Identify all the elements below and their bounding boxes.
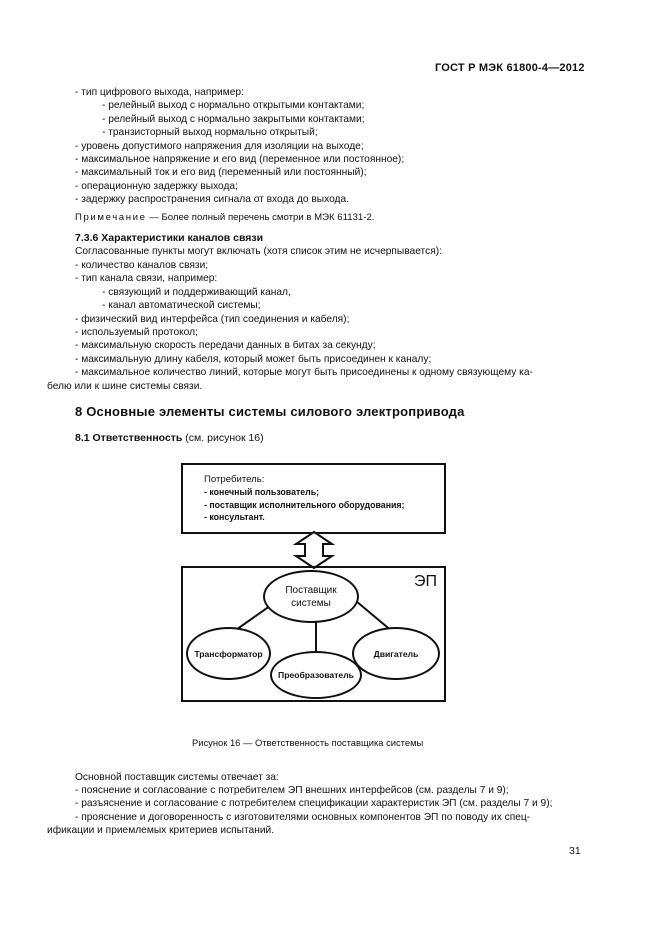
note-text: — Более полный перечень смотри в МЭК 61131-2. <box>146 212 375 223</box>
consumer-title: Потребитель: <box>204 474 265 485</box>
list-item: - количество каналов связи; <box>75 260 209 271</box>
list-digital-output <box>75 86 404 207</box>
document-id: ГОСТ Р МЭК 61800-4—2012 <box>435 62 585 74</box>
list-item: - тип канала связи, например: <box>75 273 218 285</box>
list-item: - пояснение и согласование с потребителем ЭП внешних интерфейсов (см. разделы 7 и 9); <box>75 785 509 796</box>
list-item: - тип цифрового выхода, например: <box>75 87 244 98</box>
list-item: - разъяснение и согласование с потребителем спецификации характеристик ЭП (см. разделы 7 и 9); <box>75 798 553 810</box>
list-item: - канал автоматической системы; <box>102 300 261 312</box>
converter-label: Преобразователь <box>278 670 354 680</box>
tail-intro: Основной поставщик системы отвечает за: <box>75 772 279 783</box>
section-intro: Согласованные пункты могут включать (хотя список этим не исчерпывается): <box>75 246 442 257</box>
page-number: 31 <box>569 845 581 857</box>
converter-node <box>270 651 362 699</box>
note <box>75 211 374 224</box>
note-label: Примечание <box>75 212 147 223</box>
list-communication <box>47 259 533 393</box>
list-item: - связующий и поддерживающий канал, <box>102 286 291 298</box>
list-supplier-duties <box>47 784 553 838</box>
ep-label: ЭП <box>414 573 437 590</box>
consumer-text <box>204 474 405 524</box>
motor-label: Двигатель <box>373 648 419 659</box>
consumer-item: - поставщик исполнительного оборудования; <box>204 499 405 510</box>
consumer-item: - консультант. <box>204 512 265 523</box>
list-item: - физический вид интерфейса (тип соединения и кабеля); <box>75 313 350 325</box>
consumer-box <box>181 463 446 534</box>
list-item: - релейный выход с нормально закрытыми контактами; <box>102 113 365 125</box>
section-heading-8-1 <box>75 432 264 444</box>
list-item: - релейный выход с нормально открытыми контактами; <box>102 100 365 112</box>
transformer-label: Трансформатор <box>194 648 263 659</box>
list-item: - максимальное количество линий, которые могут быть присоединены к одному связующему ка- <box>75 367 533 379</box>
consumer-item: - конечный пользователь; <box>204 487 320 498</box>
list-item: белю или к шине системы связи. <box>47 380 203 392</box>
list-item: - максимальную длину кабеля, который может быть присоединен к каналу; <box>75 353 432 365</box>
transformer-node <box>186 627 271 680</box>
list-item: - максимальный ток и его вид (переменный или постоянный); <box>75 167 367 179</box>
list-item: - уровень допустимого напряжения для изоляции на выходе; <box>75 140 364 152</box>
supplier-node <box>263 570 359 623</box>
list-item: ификации и приемлемых критериев испытаний. <box>47 825 275 837</box>
list-item: - задержку распространения сигнала от входа до выхода. <box>75 194 349 206</box>
list-item: - максимальное напряжение и его вид (переменное или постоянное); <box>75 154 405 166</box>
supplier-label: системы <box>291 597 331 609</box>
supplier-label: Поставщик <box>285 584 337 596</box>
section-heading-7-3-6: 7.3.6 Характеристики каналов связи <box>75 232 264 244</box>
motor-node <box>352 627 440 680</box>
section-title: 8.1 Ответственность <box>75 432 183 444</box>
list-item: - операционную задержку выхода; <box>75 180 238 192</box>
list-item: - прояснение и договоренность с изготовителями основных компонентов ЭП по поводу их спец- <box>75 811 531 823</box>
figure-reference: (см. рисунок 16) <box>182 432 264 444</box>
figure-caption: Рисунок 16 — Ответственность поставщика системы <box>192 737 424 748</box>
section-heading-8: 8 Основные элементы системы силового электропривода <box>75 404 465 419</box>
list-item: - транзисторный выход нормально открытый; <box>102 127 318 139</box>
list-item: - максимальную скорость передачи данных в битах за секунду; <box>75 340 376 352</box>
list-item: - используемый протокол; <box>75 327 198 339</box>
